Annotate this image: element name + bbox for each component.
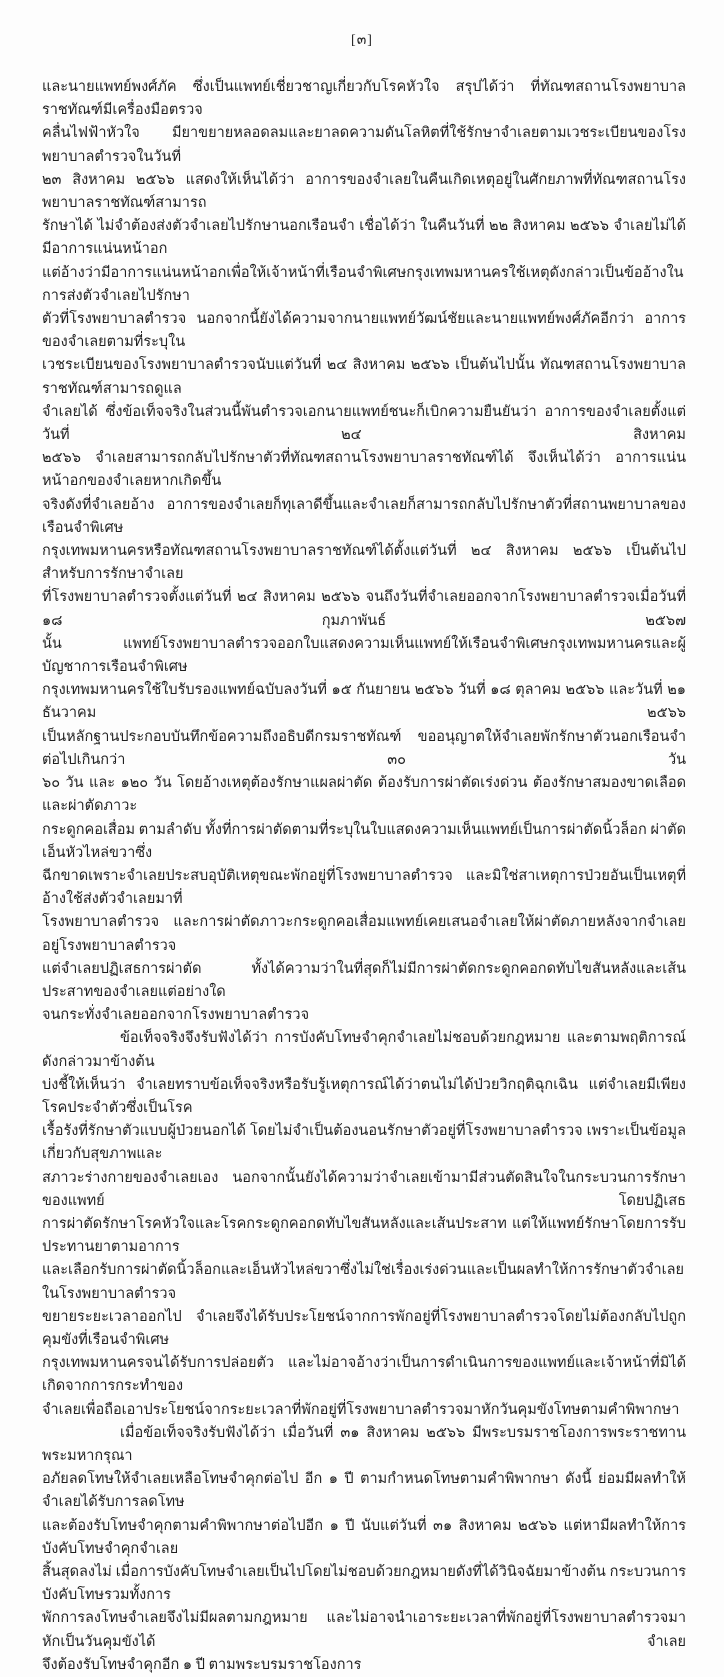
text-line: จนกระทั่งจำเลยออกจากโรงพยาบาลตำรวจ xyxy=(42,1007,310,1024)
text-line: ข้อเท็จจริงจึงรับฟังได้ว่า การบังคับโทษจำคุกจำเลยไม่ชอบด้วยกฎหมาย และตามพฤติการณ์ดังกล่าวมาข้างต้น xyxy=(42,1030,686,1070)
text-line: เรื้อรังที่รักษาตัวแบบผู้ป่วยนอกได้ โดยไม่จำเป็นต้องนอนรักษาตัวอยู่ที่โรงพยาบาลตำรวจ เพราะเป็นข้อมูลเกี่ยวกับสุขภาพและ xyxy=(42,1123,686,1163)
document-body xyxy=(42,76,686,1677)
paragraph xyxy=(42,1027,686,1421)
paragraph xyxy=(42,1422,686,1677)
text-line: และต้องรับโทษจำคุกตามคำพิพากษาต่อไปอีก ๑ ปี นับแต่วันที่ ๓๑ สิงหาคม ๒๕๖๖ แต่หามีผลทำให้การบังคับโทษจำคุกจำเลย xyxy=(42,1517,686,1557)
text-line: สิ้นสุดลงไม่ เมื่อการบังคับโทษจำเลยเป็นไปโดยไม่ชอบด้วยกฎหมายดังที่ได้วินิจฉัยมาข้างต้น กระบวนการบังคับโทษรวมทั้งการ xyxy=(42,1564,686,1604)
text-line: คลื่นไฟฟ้าหัวใจ มียาขยายหลอดลมและยาลดความดันโลหิตที่ใช้รักษาจำเลยตามเวชระเบียนของโรงพยาบาลตำรวจในวันที่ xyxy=(42,125,686,165)
text-line: จำเลยเพื่อถือเอาประโยชน์จากระยะเวลาที่พักอยู่ที่โรงพยาบาลตำรวจมาหักวันคุมขังโทษตามคำพิพากษา xyxy=(42,1401,680,1418)
text-line: บ่งชี้ให้เห็นว่า จำเลยทราบข้อเท็จจริงหรือรับรู้เหตุการณ์ได้ว่าตนไม่ได้ป่วยวิกฤติฉุกเฉิน แต่จำเลยมีเพียงโรคประจำตัวซึ่งเป็นโรค xyxy=(42,1076,686,1116)
text-line: แต่จำเลยปฏิเสธการผ่าตัด ทั้งได้ความว่าในที่สุดก็ไม่มีการผ่าตัดกระดูกคอกดทับไขสันหลังและเส้นประสาทของจำเลยแต่อย่างใด xyxy=(42,960,686,1000)
text-line: อภัยลดโทษให้จำเลยเหลือโทษจำคุกต่อไป อีก ๑ ปี ตามกำหนดโทษตามคำพิพากษา ดังนี้ ย่อมมีผลทำให้จำเลยได้รับการลดโทษ xyxy=(42,1471,686,1511)
page-number: [๓] xyxy=(351,33,373,48)
text-line: เวชระเบียนของโรงพยาบาลตำรวจนับแต่วันที่ ๒๔ สิงหาคม ๒๕๖๖ เป็นต้นไปนั้น ทัณฑสถานโรงพยาบาลราชทัณฑ์สามารถดูแล xyxy=(42,357,686,397)
text-line: ขยายระยะเวลาออกไป จำเลยจึงได้รับประโยชน์จากการพักอยู่ที่โรงพยาบาลตำรวจโดยไม่ต้องกลับไปถูกคุมขังที่เรือนจำพิเศษ xyxy=(42,1308,686,1348)
text-line: จริงดังที่จำเลยอ้าง อาการของจำเลยก็ทุเลาดีขึ้นและจำเลยก็สามารถกลับไปรักษาตัวที่สถานพยาบาลของเรือนจำพิเศษ xyxy=(42,496,686,536)
text-line: นั้น แพทย์โรงพยาบาลตำรวจออกใบแสดงความเห็นแพทย์ให้เรือนจำพิเศษกรุงเทพมหานครและผู้บัญชาการเรือนจำพิเศษ xyxy=(42,635,686,676)
text-line: ๒๓ สิงหาคม ๒๕๖๖ แสดงให้เห็นได้ว่า อาการของจำเลยในคืนเกิดเหตุอยู่ในศักยภาพที่ทัณฑสถานโรงพยาบาลราชทัณฑ์สามารถ xyxy=(42,171,686,212)
text-line: ๖๐ วัน และ ๑๒๐ วัน โดยอ้างเหตุต้องรักษาแผลผ่าตัด ต้องรับการผ่าตัดเร่งด่วน ต้องรักษาสมองขาดเลือดและผ่าตัดภาวะ xyxy=(42,775,686,815)
text-line: เป็นหลักฐานประกอบบันทึกข้อความถึงอธิบดีกรมราชทัณฑ์ ขออนุญาตให้จำเลยพักรักษาตัวนอกเรือนจำต่อไปเกินกว่า ๓๐ วัน xyxy=(42,728,686,768)
text-line: เมื่อข้อเท็จจริงรับฟังได้ว่า เมื่อวันที่ ๓๑ สิงหาคม ๒๕๖๖ มีพระบรมราชโองการพระราชทานพระมหากรุณา xyxy=(42,1424,686,1464)
text-line: ตัวที่โรงพยาบาลตำรวจ นอกจากนี้ยังได้ความจากนายแพทย์วัฒน์ชัยและนายแพทย์พงศ์ภัคอีกว่า อาการของจำเลยตามที่ระบุใน xyxy=(42,311,686,351)
text-line: กรุงเทพมหานครหรือทัณฑสถานโรงพยาบาลราชทัณฑ์ได้ตั้งแต่วันที่ ๒๔ สิงหาคม ๒๕๖๖ เป็นต้นไป สำหรับการรักษาจำเลย xyxy=(42,543,686,583)
text-line: รักษาได้ ไม่จำต้องส่งตัวจำเลยไปรักษานอกเรือนจำ เชื่อได้ว่า ในคืนวันที่ ๒๒ สิงหาคม ๒๕๖๖ จำเลยไม่ได้มีอาการแน่นหน้าอก xyxy=(42,218,686,258)
text-line: การผ่าตัดรักษาโรคหัวใจและโรคกระดูกคอกดทับไขสันหลังและเส้นประสาท แต่ให้แพทย์รักษาโดยการรับประทานยาตามอาการ xyxy=(42,1215,686,1256)
text-line: สภาวะร่างกายของจำเลยเอง นอกจากนั้นยังได้ความว่าจำเลยเข้ามามีส่วนตัดสินใจในกระบวนการรักษาของแพทย์ โดยปฏิเสธ xyxy=(42,1169,686,1209)
paragraph xyxy=(42,76,686,1027)
text-line: ๒๕๖๖ จำเลยสามารถกลับไปรักษาตัวที่ทัณฑสถานโรงพยาบาลราชทัณฑ์ได้ จึงเห็นได้ว่า อาการแน่นหน้าอกของจำเลยหากเกิดขึ้น xyxy=(42,450,686,490)
text-line: กรุงเทพมหานครจนได้รับการปล่อยตัว และไม่อาจอ้างว่าเป็นการดำเนินการของแพทย์และเจ้าหน้าที่มิได้เกิดจากการกระทำของ xyxy=(42,1355,686,1395)
text-line: และเลือกรับการผ่าตัดนิ้วล็อกและเอ็นหัวไหล่ขวาซึ่งไม่ใช่เรื่องเร่งด่วนและเป็นผลทำให้การรักษาตัวจำเลยในโรงพยาบาลตำรวจ xyxy=(42,1262,685,1302)
text-line: และนายแพทย์พงศ์ภัค ซึ่งเป็นแพทย์เชี่ยวชาญเกี่ยวกับโรคหัวใจ สรุปได้ว่า ที่ทัณฑสถานโรงพยาบาลราชทัณฑ์มีเครื่องมือตรวจ xyxy=(42,79,686,119)
text-line: กรุงเทพมหานครใช้ใบรับรองแพทย์ฉบับลงวันที่ ๑๕ กันยายน ๒๕๖๖ วันที่ ๑๘ ตุลาคม ๒๕๖๖ และวันที่ ๒๑ ธันวาคม ๒๕๖๖ xyxy=(42,682,686,722)
text-line: ฉีกขาดเพราะจำเลยประสบอุบัติเหตุขณะพักอยู่ที่โรงพยาบาลตำรวจ และมิใช่สาเหตุการป่วยอันเป็นเหตุที่อ้างใช้ส่งตัวจำเลยมาที่ xyxy=(42,867,686,908)
text-line: จึงต้องรับโทษจำคุกอีก ๑ ปี ตามพระบรมราชโองการ xyxy=(42,1656,362,1673)
text-line: ที่โรงพยาบาลตำรวจตั้งแต่วันที่ ๒๔ สิงหาคม ๒๕๖๖ จนถึงวันที่จำเลยออกจากโรงพยาบาลตำรวจเมื่อวันที่ ๑๘ กุมภาพันธ์ ๒๕๖๗ xyxy=(42,589,686,629)
text-line: แต่อ้างว่ามีอาการแน่นหน้าอกเพื่อให้เจ้าหน้าที่เรือนจำพิเศษกรุงเทพมหานครใช้เหตุดังกล่าวเป็นข้ออ้างในการส่งตัวจำเลยไปรักษา xyxy=(42,264,684,304)
text-line: โรงพยาบาลตำรวจ และการผ่าตัดภาวะกระดูกคอเสื่อมแพทย์เคยเสนอจำเลยให้ผ่าตัดภายหลังจากจำเลยอยู่โรงพยาบาลตำรวจ xyxy=(42,914,686,954)
text-line: จำเลยได้ ซึ่งข้อเท็จจริงในส่วนนี้พันตำรวจเอกนายแพทย์ชนะก็เบิกความยืนยันว่า อาการของจำเลยตั้งแต่วันที่ ๒๔ สิงหาคม xyxy=(42,403,686,444)
text-line: พักการลงโทษจำเลยจึงไม่มีผลตามกฎหมาย และไม่อาจนำเอาระยะเวลาที่พักอยู่ที่โรงพยาบาลตำรวจมาหักเป็นวันคุมขังได้ จำเลย xyxy=(42,1610,686,1650)
text-line: กระดูกคอเสื่อม ตามลำดับ ทั้งที่การผ่าตัดตามที่ระบุในใบแสดงความเห็นแพทย์เป็นการผ่าตัดนิ้วล็อก ผ่าตัดเอ็นหัวไหล่ขวาซึ่ง xyxy=(42,821,686,861)
